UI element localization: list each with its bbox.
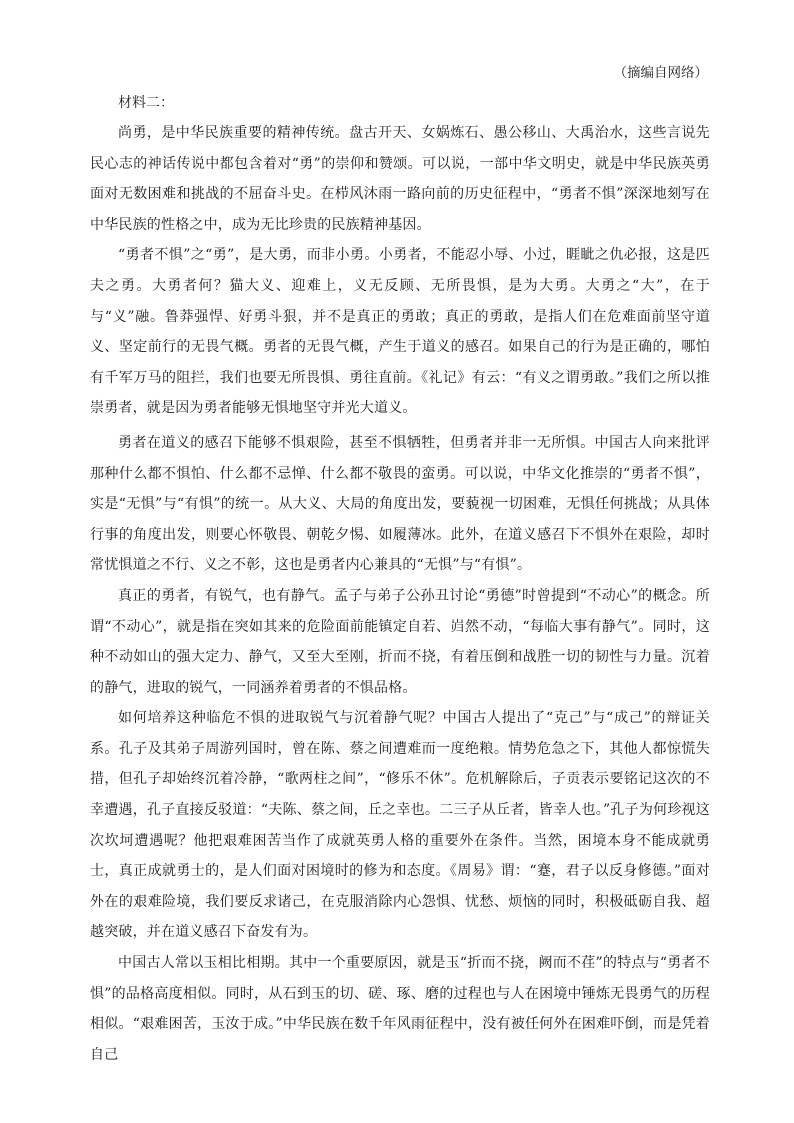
paragraph-5: 如何培养这种临危不惧的进取锐气与沉着静气呢？中国古人提出了“克己”与“成己”的辩证关系。孔子及其弟子周游列国时，曾在陈、蔡之间遭难而一度绝粮。情势危急之下，其他人都惊慌失措，但孔子却始终沉着冷静，“歌两柱之间”，“修乐不休”。危机解除后，子贡表示要铭记这次的不幸遭遇，孔子直接反驳道：“夫陈、蔡之间，丘之幸也。二三子从丘者，皆幸人也。”孔子为何珍视这次坎坷遭遇呢？他把艰难困苦当作了成就英勇人格的重要外在条件。当然，困境本身不能成就勇士，真正成就勇士的，是人们面对困境时的修为和态度。《周易》谓：“蹇，君子以反身修德。”面对外在的艰难险境，我们要反求诸己，在克服消除内心怨惧、忧愁、烦恼的同时，积极砥砺自我、超越突破，并在道义感召下奋发有为。 [90,710,710,941]
paragraph-4: 真正的勇者，有锐气，也有静气。孟子与弟子公孙丑讨论“勇德”时曾提到“不动心”的概念。所谓“不动心”，就是指在突如其来的危险面前能镇定自若、岿然不动，“每临大事有静气”。同时，这种不动如山的强大定力、静气，又至大至刚，折而不挠，有着压倒和战胜一切的韧性与力量。沉着的静气，进取的锐气，一同涵养着勇者的不惧品格。 [90,587,710,696]
section-heading: 材料二： [118,95,174,111]
paragraph-3: 勇者在道义的感召下能够不惧艰险，甚至不惧牺牲，但勇者并非一无所惧。中国古人向来批评那种什么都不惧怕、什么都不忌惮、什么都不敬畏的蛮勇。可以说，中华文化推崇的“勇者不惧”，实是“无惧”与“有惧”的统一。从大义、大局的角度出发，要藐视一切困难，无惧任何挑战；从具体行事的角度出发，则要心怀敬畏、朝乾夕惕、如履薄冰。此外，在道义感召下不惧外在艰险，却时常忧惧道之不行、义之不彰，这也是勇者内心兼具的“无惧”与“有惧”。 [90,434,710,574]
document-page [90,62,710,1070]
paragraph-6: 中国古人常以玉相比相期。其中一个重要原因，就是玉“折而不挠，阙而不荏”的特点与“勇者不惧”的品格高度相似。同时，从石到玉的切、磋、琢、磨的过程也与人在困境中锤炼无畏勇气的历程相似。“艰难困苦，玉汝于成。”中华民族在数千年风雨征程中，没有被任何外在困难吓倒，而是凭着自己 [90,955,710,1063]
paragraph-2: “勇者不惧”之“勇”，是大勇，而非小勇。小勇者，不能忍小辱、小过，睚眦之仇必报，这是匹夫之勇。大勇者何？猫大义、迎难上，义无反顾、无所畏惧，是为大勇。大勇之“大”，在于与“义”融。鲁莽强悍、好勇斗狠，并不是真正的勇敢；真正的勇敢，是指人们在危难面前坚守道义、坚定前行的无畏气概。勇者的无畏气概，产生于道义的感召。如果自己的行为是正确的，哪怕有千军万马的阻拦，我们也要无所畏惧、勇往直前。《礼记》有云：“有义之谓勇敢。”我们之所以推崇勇者，就是因为勇者能够无惧地坚守并光大道义。 [90,247,710,417]
source-note: （摘编自网络） [613,65,708,81]
paragraph-1: 尚勇，是中华民族重要的精神传统。盘古开天、女娲炼石、愚公移山、大禹治水，这些言说先民心志的神话传说中都包含着对“勇”的崇仰和赞颂。可以说，一部中华文明史，就是中华民族英勇面对无数困难和挑战的不屈奋斗史。在栉风沐雨一路向前的历史征程中，“勇者不惧”深深地刻写在中华民族的性格之中，成为无比珍贵的民族精神基因。 [90,125,710,233]
